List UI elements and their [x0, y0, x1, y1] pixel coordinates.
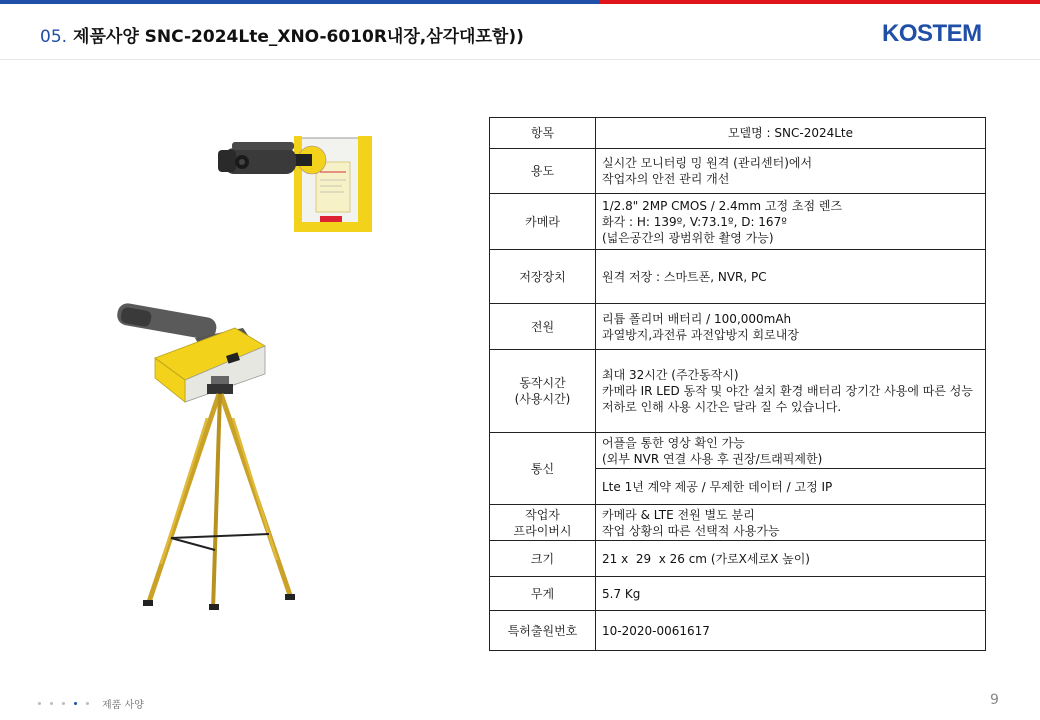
spec-value-usage: 실시간 모니터링 밍 원격 (관리센터)에서 작업자의 안전 관리 개선 [596, 149, 986, 194]
spec-value-communication-lte: Lte 1년 계약 제공 / 무제한 데이터 / 고정 IP [596, 469, 986, 505]
spec-key-communication: 통신 [490, 433, 596, 505]
page-dot-5 [86, 702, 89, 705]
spec-value-power: 리튬 폴리머 배터리 / 100,000mAh 과열방지,과전류 과전압방지 회로내장 [596, 304, 986, 350]
page-dot-4-active [74, 702, 77, 705]
spec-header-value: 모델명 : SNC-2024Lte [596, 118, 986, 149]
title-text: 제품사양 SNC-2024Lte_XNO-6010R내장,삼각대포함)) [73, 27, 524, 47]
spec-value-storage: 원격 저장 : 스마트폰, NVR, PC [596, 250, 986, 304]
spec-row-weight [490, 577, 986, 611]
spec-key-storage: 저장장치 [490, 250, 596, 304]
spec-key-weight: 무게 [490, 577, 596, 611]
spec-value-camera: 1/2.8" 2MP CMOS / 2.4mm 고정 초점 렌즈 화각 : H: 139º, V:73.1º, D: 167º (넓은공간의 광범위한 촬영 가능) [596, 194, 986, 250]
spec-key-privacy: 작업자 프라이버시 [490, 505, 596, 541]
spec-value-size: 21 x 29 x 26 cm (가로X세로X 높이) [596, 541, 986, 577]
spec-row-size [490, 541, 986, 577]
spec-key-usage: 용도 [490, 149, 596, 194]
spec-key-size: 크기 [490, 541, 596, 577]
page-title [40, 22, 524, 47]
footer-section-label: 제품 사양 [102, 699, 144, 711]
spec-row-camera [490, 194, 986, 250]
spec-row-power [490, 304, 986, 350]
spec-row-usage [490, 149, 986, 194]
spec-key-camera: 카메라 [490, 194, 596, 250]
footer [38, 696, 144, 710]
page-number: 9 [990, 692, 999, 708]
spec-key-patent: 특허출원번호 [490, 611, 596, 651]
spec-table [489, 117, 986, 651]
product-photo-tripod [115, 298, 295, 610]
spec-row-privacy [490, 505, 986, 541]
page-dot-1 [38, 702, 41, 705]
spec-header-row [490, 118, 986, 149]
spec-value-weight: 5.7 Kg [596, 577, 986, 611]
spec-value-privacy: 카메라 & LTE 전원 별도 분리 작업 상황의 따른 선택적 사용가능 [596, 505, 986, 541]
section-number: 05. [40, 27, 68, 47]
page-dot-2 [50, 702, 53, 705]
spec-row-communication-a [490, 433, 986, 469]
spec-value-operating-time: 최대 32시간 (주간동작시) 카메라 IR LED 동작 및 야간 설치 환경 배터리 장기간 사용에 따른 성능 저하로 인해 사용 시간은 달라 질 수 있습니다. [596, 350, 986, 433]
camera-box-illustration [212, 130, 382, 240]
spec-key-operating-time: 동작시간 (사용시간) [490, 350, 596, 433]
tripod-unit-illustration [115, 298, 295, 610]
page-dot-3 [62, 702, 65, 705]
spec-header-key: 항목 [490, 118, 596, 149]
spec-key-power: 전원 [490, 304, 596, 350]
spec-value-communication-app: 어플을 통한 영상 확인 가능 (외부 NVR 연결 사용 후 권장/트래픽제한) [596, 433, 986, 469]
spec-row-operating-time [490, 350, 986, 433]
product-photo-camera-box [212, 130, 382, 240]
page-header [0, 4, 1040, 60]
spec-value-patent: 10-2020-0061617 [596, 611, 986, 651]
spec-row-storage [490, 250, 986, 304]
spec-row-patent [490, 611, 986, 651]
kostem-logo: KOSTEM [882, 20, 982, 47]
